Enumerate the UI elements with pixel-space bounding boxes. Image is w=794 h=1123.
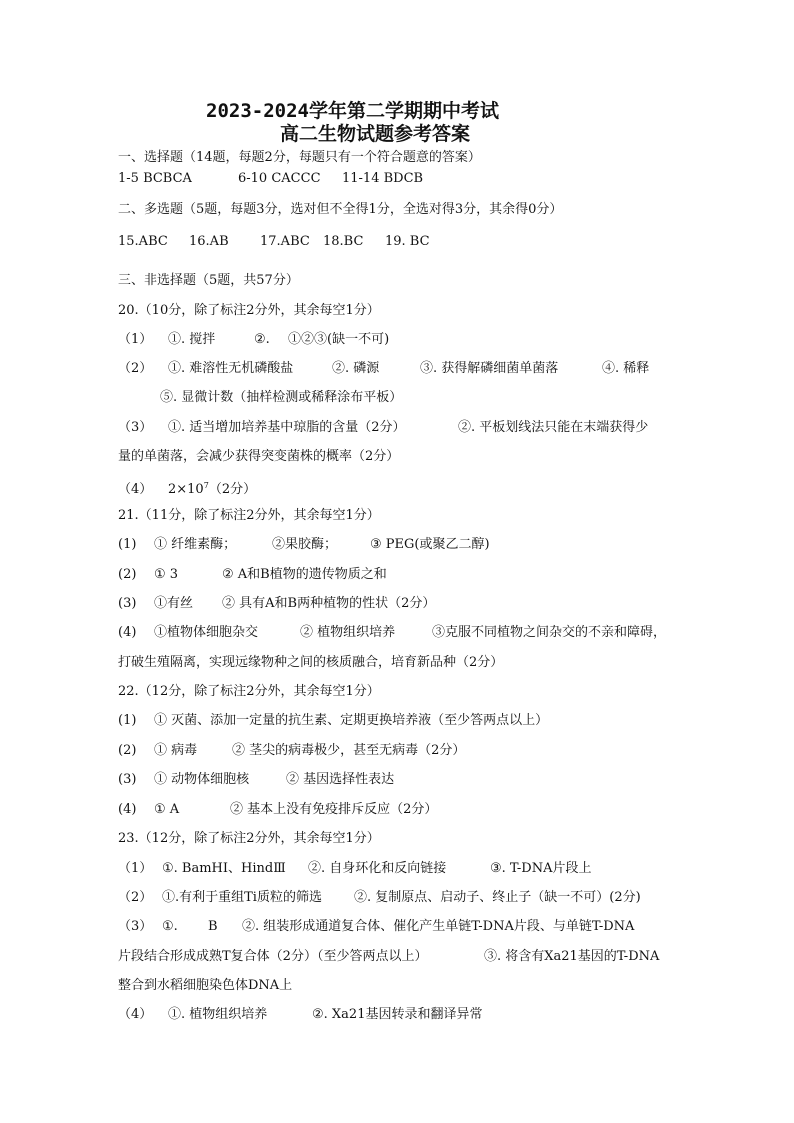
answer-16: 16.AB (189, 234, 229, 249)
q23-l3-b: B (208, 919, 218, 934)
q23-line-2 (118, 889, 641, 907)
q20-line-4 (118, 419, 648, 437)
q22-l2-b: ② 茎尖的病毒极少，甚至无病毒（2分） (232, 743, 466, 758)
section-2-heading: 二、多选题（5题，每题3分，选对但不全得1分，全选对得3分，其余得0分） (118, 202, 563, 217)
q20-l1-b: ②. (254, 332, 270, 347)
answer-1-5: 1-5 BCBCA (118, 171, 192, 186)
q21-l1-b: ②果胶酶； (272, 537, 338, 552)
q23-line-4 (118, 948, 659, 966)
q23-l2-label: （2） (118, 890, 153, 905)
q23-line-5: 整合到水稻细胞染色体DNA上 (118, 978, 293, 993)
q20-line-1 (118, 331, 389, 349)
q22-l1-label: (1) (118, 713, 137, 728)
q23-l3-label: （3） (118, 919, 153, 934)
q22-l4-b: ② 基本上没有免疫排斥反应（2分） (230, 802, 438, 817)
q21-l2-b: ② A和B植物的遗传物质之和 (222, 567, 387, 582)
q21-l4-c: ③克服不同植物之间杂交的不亲和障碍， (432, 625, 667, 640)
q21-line-1 (118, 536, 490, 554)
section-1-heading: 一、选择题（14题，每题2分，每题只有一个符合题意的答案） (118, 150, 481, 165)
q22-l2-label: (2) (118, 743, 137, 758)
q20-l2-c: ③. 获得解磷细菌单菌落 (420, 361, 559, 376)
q23-l4-a: 片段结合形成成熟T复合体（2分）（至少答两点以上） (118, 949, 428, 964)
q20-l2-d: ④. 稀释 (602, 361, 650, 376)
q21-line-3 (118, 595, 435, 613)
q20-heading: 20.（10分，除了标注2分外，其余每空1分） (118, 303, 380, 318)
q20-l2-label: （2） (118, 361, 153, 376)
q21-l1-a: ① 纤维素酶； (154, 537, 237, 552)
q23-l2-b: ②. 复制原点、启动子、终止子（缺一不可）(2分) (354, 890, 641, 905)
q23-l1-label: （1） (118, 861, 153, 876)
q23-l4-b: ③. 将含有Xa21基因的T-DNA (484, 949, 660, 964)
q23-line-1 (118, 860, 592, 878)
q20-line-5: 量的单菌落，会减少获得突变菌株的概率（2分） (118, 449, 400, 464)
q22-line-3 (118, 771, 394, 789)
q21-l4-a: ①植物体细胞杂交 (154, 625, 259, 640)
section-1-answers (118, 170, 423, 188)
q23-line-6 (118, 1006, 482, 1024)
q21-heading: 21.（11分，除了标注2分外，其余每空1分） (118, 508, 380, 523)
q21-l4-label: (4) (118, 625, 137, 640)
q20-l6-exp: 7 (203, 481, 209, 490)
answer-11-14: 11-14 BDCB (342, 171, 424, 186)
answer-19: 19. BC (385, 234, 430, 249)
q20-l1-a: ①. 搅拌 (168, 332, 216, 347)
answer-15: 15.ABC (118, 234, 168, 249)
answer-18: 18.BC (323, 234, 364, 249)
q20-l6-label: （4） (118, 482, 153, 497)
section-2-answers (118, 233, 430, 251)
q22-l3-b: ② 基因选择性表达 (286, 772, 395, 787)
q21-l1-c: ③ PEG(或聚乙二醇) (370, 537, 490, 552)
q20-l1-label: （1） (118, 332, 153, 347)
q23-l2-a: ①.有利于重组Ti质粒的筛选 (162, 890, 322, 905)
q21-l3-label: (3) (118, 596, 137, 611)
q20-line-2 (118, 360, 649, 378)
q22-l1-a: ① 灭菌、添加一定量的抗生素、定期更换培养液（至少答两点以上） (154, 713, 549, 728)
q23-l6-a: ①. 植物组织培养 (168, 1007, 268, 1022)
q20-line-3: ⑤. 显微计数（抽样检测或稀释涂布平板） (160, 390, 403, 405)
q21-l3-a: ①有丝 (154, 596, 194, 611)
q22-line-1 (118, 712, 548, 730)
q23-l1-c: ③. T-DNA片段上 (490, 861, 592, 876)
q21-l1-label: (1) (118, 537, 137, 552)
q21-line-4 (118, 624, 666, 642)
q22-line-2 (118, 742, 465, 760)
q20-l4-a: ①. 适当增加培养基中琼脂的含量（2分） (168, 420, 406, 435)
q20-l4-label: （3） (118, 420, 153, 435)
q22-heading: 22.（12分，除了标注2分外，其余每空1分） (118, 684, 380, 699)
section-3-heading: 三、非选择题（5题，共57分） (118, 273, 299, 288)
q22-l3-label: (3) (118, 772, 137, 787)
q20-l6-base: 2×10 (168, 482, 204, 497)
q22-l4-a: ① A (154, 802, 180, 817)
q20-l1-c: ①②③(缺一不可) (288, 332, 390, 347)
q22-line-4 (118, 801, 437, 819)
q21-l2-a: ① 3 (154, 567, 179, 582)
q21-line-2 (118, 566, 387, 584)
q21-l4-b: ② 植物组织培养 (300, 625, 396, 640)
q20-l6-tail: （2分） (208, 482, 257, 497)
q23-l3-c: ②. 组装形成通道复合体、催化产生单链T-DNA片段、与单链T-DNA (242, 919, 635, 934)
q23-line-3 (118, 918, 634, 936)
q23-l6-label: （4） (118, 1007, 153, 1022)
q20-line-6 (118, 477, 256, 499)
q20-l2-a: ①. 难溶性无机磷酸盐 (168, 361, 294, 376)
q22-l4-label: (4) (118, 802, 137, 817)
answer-17: 17.ABC (260, 234, 310, 249)
q23-heading: 23.（12分，除了标注2分外，其余每空1分） (118, 831, 380, 846)
q20-l2-b: ②. 磷源 (332, 361, 380, 376)
q21-line-5: 打破生殖隔离，实现远缘物种之间的核质融合，培育新品种（2分） (118, 655, 504, 670)
q22-l2-a: ① 病毒 (154, 743, 198, 758)
q23-l1-b: ②. 自身环化和反向链接 (308, 861, 447, 876)
q23-l1-a: ①. BamHⅠ、HindⅢ (162, 861, 286, 876)
q22-l3-a: ① 动物体细胞核 (154, 772, 250, 787)
title: 2023-2024学年第二学期期中考试 (206, 100, 499, 122)
q23-l6-b: ②. Xa21基因转录和翻译异常 (312, 1007, 483, 1022)
q20-l4-b: ②. 平板划线法只能在末端获得少 (458, 420, 649, 435)
q21-l3-b: ② 具有A和B两种植物的性状（2分） (222, 596, 436, 611)
answer-6-10: 6-10 CACCC (238, 171, 321, 186)
q21-l2-label: (2) (118, 567, 137, 582)
subtitle: 高二生物试题参考答案 (280, 123, 471, 145)
q23-l3-a: ①. (162, 919, 178, 934)
